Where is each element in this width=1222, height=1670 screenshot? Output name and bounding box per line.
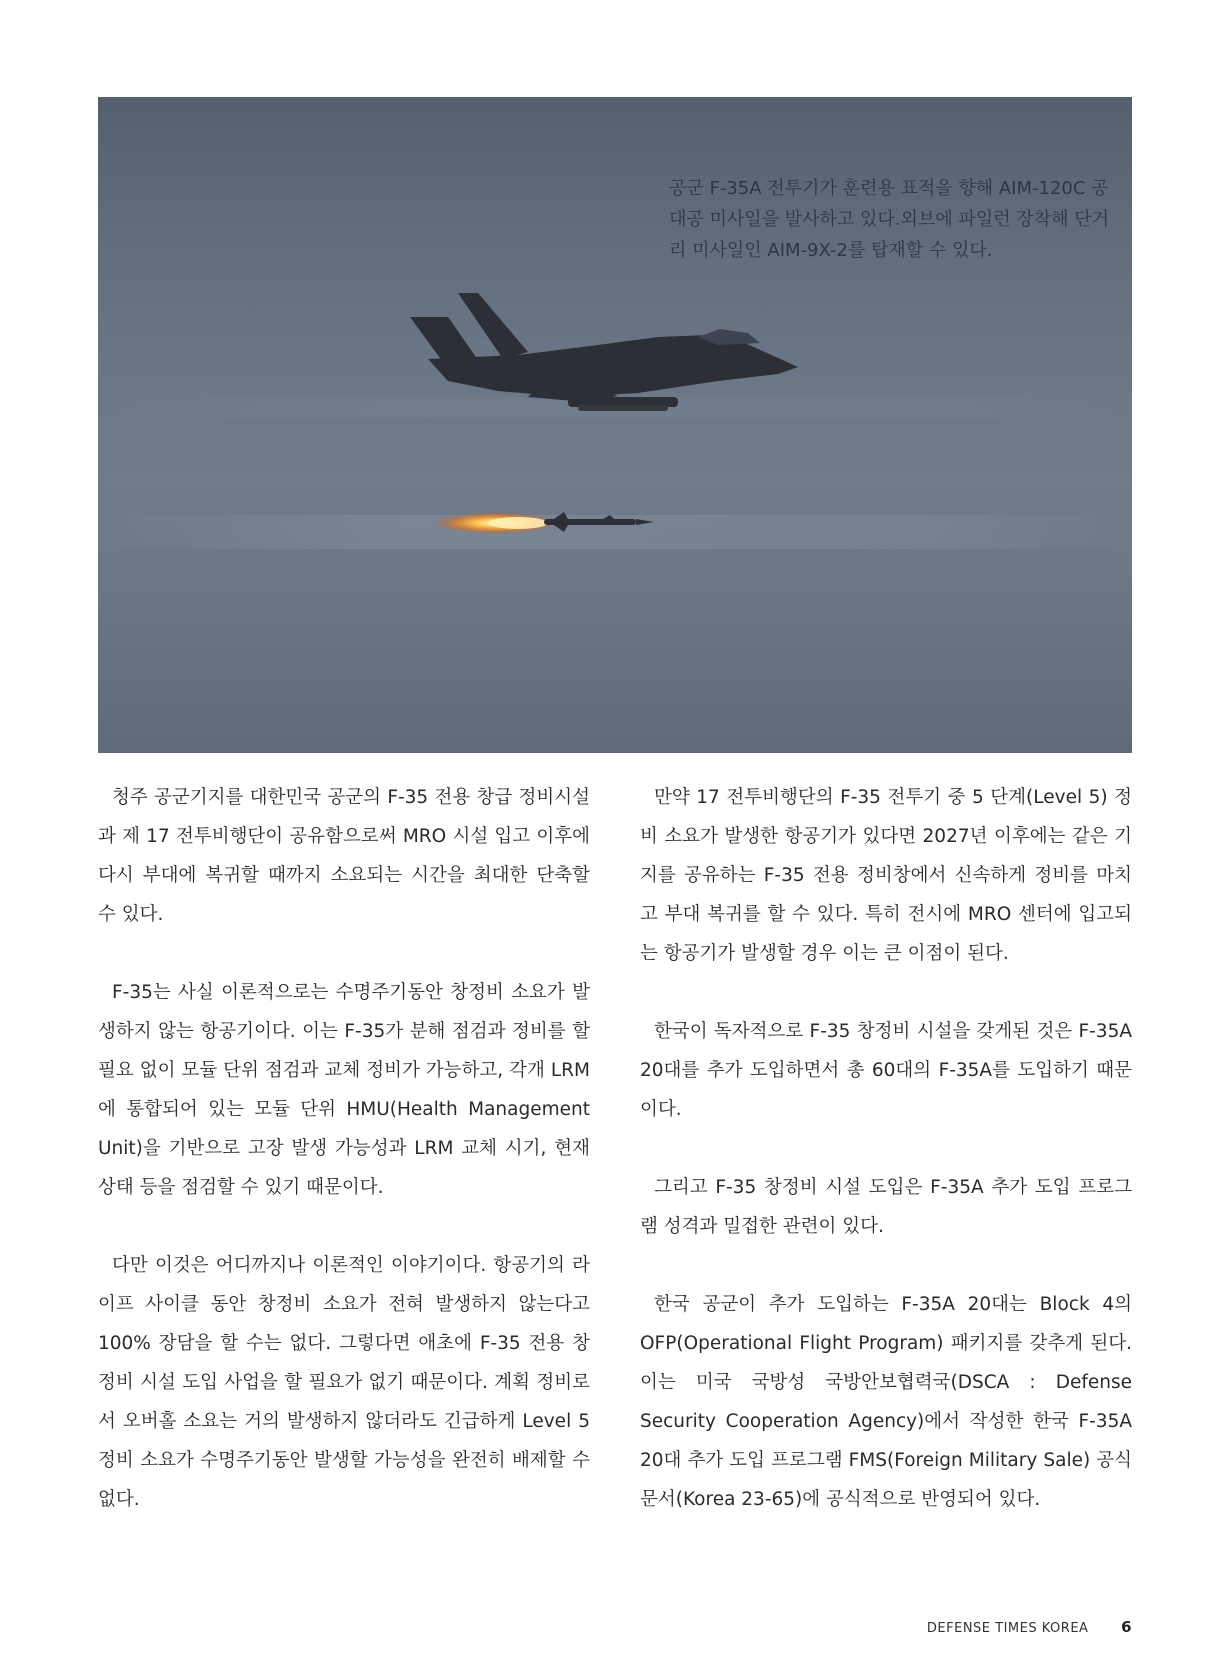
right-paragraph-4: 한국 공군이 추가 도입하는 F-35A 20대는 Block 4의 OFP(Operational Flight Program) 패키지를 갖추게 된다. 이는 미국 국방성 국방안보협력국(DSCA : Defense Security Cooperation Agency)에서 작성한 한국 F-35A 20대 추가 도입 프로그램 FMS(Foreign Military Sale) 공식 문서(Korea 23-65)에 공식적으로 반영되어 있다.: [640, 1294, 1132, 1510]
right-paragraph-2: 한국이 독자적으로 F-35 창정비 시설을 갖게된 것은 F-35A 20대를 추가 도입하면서 총 60대의 F-35A를 도입하기 때문이다.: [640, 1021, 1132, 1120]
photo-caption: 공군 F-35A 전투기가 훈련용 표적을 향해 AIM-120C 공대공 미사일을 발사하고 있다.외브에 파일런 장착해 단거리 미사일인 AIM-9X-2를 탑재할 수 있다.: [669, 178, 1109, 261]
page-number: 6: [1121, 1618, 1132, 1636]
left-paragraph-2: F-35는 사실 이론적으로는 수명주기동안 창정비 소요가 발생하지 않는 항공기이다. 이는 F-35가 분해 점검과 정비를 할 필요 없이 모듈 단위 점검과 교체 정비가 가능하고, 각개 LRM에 통합되어 있는 모듈 단위 HMU(Health Management Unit)을 기반으로 고장 발생 가능성과 LRM 교체 시기, 현재 상태 등을 점검할 수 있기 때문이다.: [98, 982, 590, 1198]
right-paragraph-3: 그리고 F-35 창정비 시설 도입은 F-35A 추가 도입 프로그램 성격과 밀접한 관련이 있다.: [640, 1177, 1132, 1237]
left-paragraph-3: 다만 이것은 어디까지나 이론적인 이야기이다. 항공기의 라이프 사이클 동안 창정비 소요가 전혀 발생하지 않는다고 100% 장담을 할 수는 없다. 그렇다면 애초에 F-35 전용 창정비 시설 도입 사업을 할 필요가 없기 때문이다. 계획 정비로서 오버홀 소요는 거의 발생하지 않더라도 긴급하게 Level 5 정비 소요가 수명주기동안 발생할 가능성을 완전히 배제할 수 없다.: [98, 1255, 590, 1510]
publication-name: DEFENSE TIMES KOREA: [926, 1621, 1089, 1636]
right-paragraph-1: 만약 17 전투비행단의 F-35 전투기 중 5 단계(Level 5) 정비 소요가 발생한 항공기가 있다면 2027년 이후에는 같은 기지를 공유하는 F-35 전용 정비창에서 신속하게 정비를 마치고 부대 복귀를 할 수 있다. 특히 전시에 MRO 센터에 입고되는 항공기가 발생할 경우 이는 큰 이점이 된다.: [640, 787, 1132, 964]
right-column: [640, 778, 1132, 1519]
page-footer: [927, 1618, 1132, 1636]
left-paragraph-1: 청주 공군기지를 대한민국 공군의 F-35 전용 창급 정비시설과 제 17 전투비행단이 공유함으로써 MRO 시설 입고 이후에 다시 부대에 복귀할 때까지 소요되는 시간을 최대한 단축할 수 있다.: [98, 787, 590, 925]
f35-missile-launch-photo: [98, 97, 1132, 753]
left-column: [98, 778, 590, 1519]
f35-jet-silhouette: [410, 293, 798, 411]
